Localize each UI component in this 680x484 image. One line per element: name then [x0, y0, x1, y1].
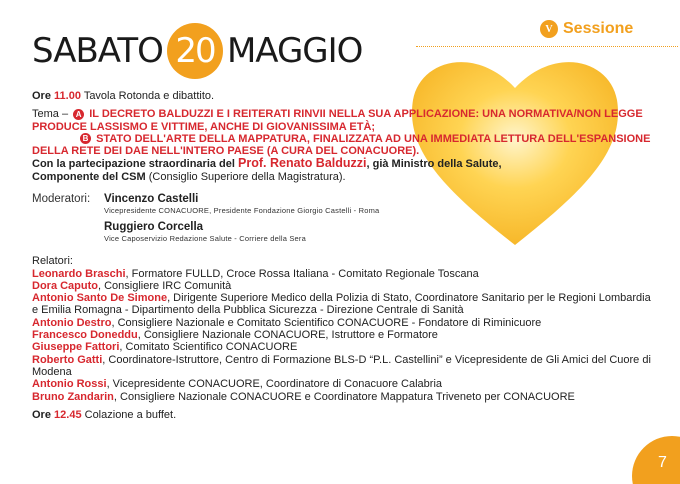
title-weekday: SABATO [32, 31, 163, 71]
schedule-line-1: Ore 11.00 Tavola Rotonda e dibattito. [32, 90, 215, 102]
moderator-role: Vice Caposervizio Redazione Salute - Corriere della Sera [104, 233, 306, 243]
session-badge [540, 20, 633, 38]
topic-a-marker: A [73, 109, 84, 120]
participation: Con la partecipazione straordinaria del Prof. Renato Balduzzi, già Ministro della Salute, Componente del CSM (Consiglio Superiore della Magistratura). [32, 156, 502, 183]
moderators-block [32, 193, 652, 245]
guest-name: Prof. Renato Balduzzi [238, 156, 367, 171]
schedule-line-2: Ore 12.45 Colazione a buffet. [32, 408, 177, 421]
page-title [32, 22, 362, 80]
time-2: 12.45 [54, 408, 82, 421]
relator-item: Antonio Rossi, Vicepresidente CONACUORE, Coordinatore di Conacuore Calabria [32, 378, 443, 391]
relator-item: Leonardo Braschi, Formatore FULLD, Croce Rossa Italiana - Comitato Regionale Toscana [32, 267, 479, 280]
moderators-label: Moderatori: [32, 193, 91, 206]
program-content [32, 90, 652, 421]
session-label: Sessione [563, 20, 634, 37]
relator-item: Giuseppe Fattori, Comitato Scientifico CONACUORE [32, 341, 298, 354]
moderator-role: Vicepresidente CONACUORE, Presidente Fondazione Giorgio Castelli - Roma [104, 206, 380, 216]
topic-a: IL DECRETO BALDUZZI E I REITERATI RINVII NELLA SUA APPLICAZIONE: UNA NORMATIVA/NON LEGGE PRODUCE LASSISMO E VITTIME, ANCHE DI GIOVANISSIMA ETÀ; [32, 108, 643, 133]
relator-item: Antonio Santo De Simone, Dirigente Superiore Medico della Polizia di Stato, Coordinatore Sanitario per le Regioni Lombardia e Emilia Romagna - Dipartimento della Pubblica Sicurezza - Direzione Centrale di Sanità [32, 292, 651, 317]
session-number: V [540, 20, 558, 38]
relator-item: Antonio Destro, Consigliere Nazionale e Comitato Scientifico CONACUORE - Fondatore di Riminicuore [32, 316, 542, 329]
topic-b-marker: B [80, 133, 91, 144]
relators-label: Relatori: [32, 255, 73, 268]
moderator-name: Vincenzo Castelli [104, 193, 199, 206]
moderator-name: Ruggiero Corcella [104, 220, 204, 233]
relator-item: Roberto Gatti, Coordinatore-Istruttore, Centro di Formazione BLS-D “P.L. Castellini” e Vicepresidente de Gli Amici del Cuore di Modena [32, 353, 651, 378]
page-number-badge [632, 436, 680, 484]
relator-item: Francesco Doneddu, Consigliere Nazionale CONACUORE, Istruttore e Formatore [32, 329, 438, 342]
title-month: MAGGIO [226, 31, 363, 71]
page-number: 7 [658, 454, 667, 471]
header-rule [416, 46, 678, 47]
topic-b: STATO DELL'ARTE DELLA MAPPATURA, FINALIZZATA AD UNA IMMEDIATA LETTURA DELL'ESPANSIONE DELLA RETE DEI DAE NELL'INTERO PAESE (A CURA DEL CONACUORE). [32, 132, 651, 158]
title-day-circle: 20 [167, 23, 223, 79]
time-1: 11.00 [54, 90, 81, 102]
topic-paragraph: Tema – A IL DECRETO BALDUZZI E I REITERATI RINVII NELLA SUA APPLICAZIONE: UNA NORMATIVA/NON LEGGE PRODUCE LASSISMO E VITTIME, ANCHE DI GIOVANISSIMA ETÀ; B STATO DELL'ARTE DELLA MAPPATURA, FINALIZZATA AD UNA IMMEDIATA LETTURA DELL'ESPANSIONE DELLA RETE DEI DAE NELL'INTERO PAESE (A CURA DEL CONACUORE). [32, 108, 651, 158]
relator-item: Bruno Zandarin, Consigliere Nazionale CONACUORE e Coordinatore Mappatura Triveneto per CONACUORE [32, 390, 575, 403]
relator-item: Dora Caputo, Consigliere IRC Comunità [32, 279, 232, 292]
